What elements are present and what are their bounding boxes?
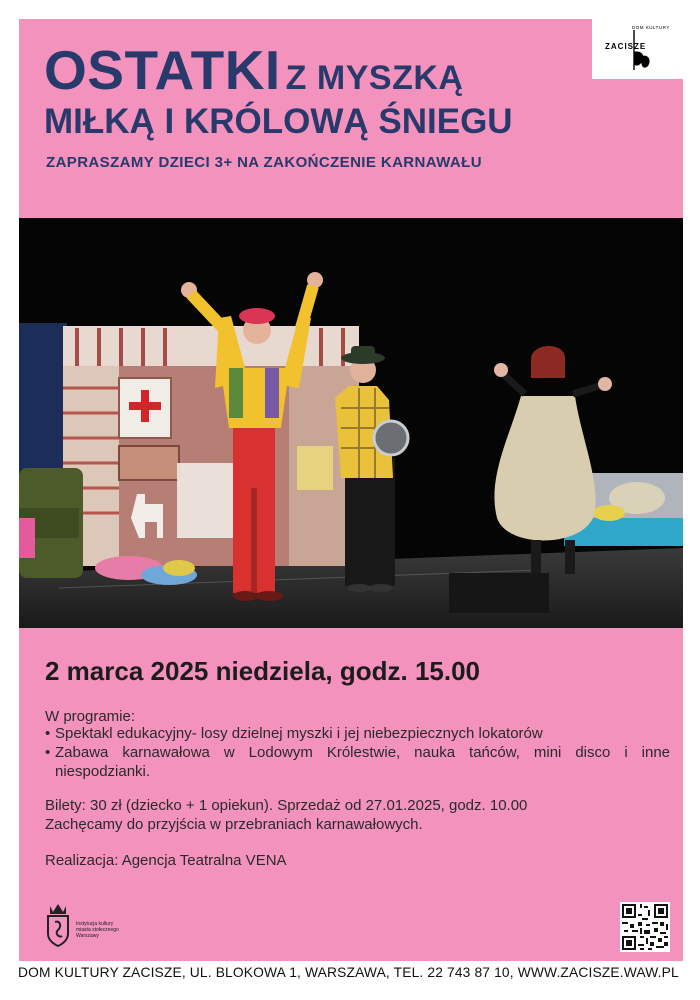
qr-code-icon[interactable] [620,902,670,952]
warsaw-emblem-icon [44,902,72,948]
program-item: • Spektakl edukacyjny- losy dzielnej myszki i jej niebezpiecznych lokatorów [45,724,670,743]
costume-note: Zachęcamy do przyjścia w przebraniach karnawałowych. [45,816,423,833]
program-list [45,724,670,781]
footer-address: DOM KULTURY ZACISZE, UL. BLOKOWA 1, WARSZAWA, TEL. 22 743 87 10, WWW.ZACISZE.WAW.PL [18,965,679,980]
title-main: OSTATKI [44,39,281,101]
institution-caption [76,921,138,939]
logo-caption: DOM KULTURY [632,25,670,30]
logo [592,18,683,79]
theater-stage-photo-icon [19,218,683,628]
subtitle: ZAPRASZAMY DZIECI 3+ NA ZAKOŃCZENIE KARNAWAŁU [46,154,482,171]
realization-credit: Realizacja: Agencja Teatralna VENA [45,852,287,869]
institution-line: miasta stołecznego [76,927,119,933]
institution-line: Instytucja kultury [76,921,114,927]
institution-line: Warszawy [76,933,99,939]
title-line-2: MIŁKĄ I KRÓLOWĄ ŚNIEGU [44,102,513,141]
program-label: W programie: [45,708,136,725]
page-title [44,38,463,102]
stage-photo [19,218,683,628]
logo-name: ZACISZE [605,42,647,51]
tickets-info [45,796,665,834]
title-secondary: Z MYSZKĄ [285,59,464,97]
program-item: • Zabawa karnawałowa w Lodowym Królestwie, nauka tańców, mini disco i inne niespodzianki. [45,743,670,781]
event-date: 2 marca 2025 niedziela, godz. 15.00 [45,656,481,686]
tickets-line: Bilety: 30 zł (dziecko + 1 opiekun). Sprzedaż od 27.01.2025, godz. 10.00 [45,797,528,814]
